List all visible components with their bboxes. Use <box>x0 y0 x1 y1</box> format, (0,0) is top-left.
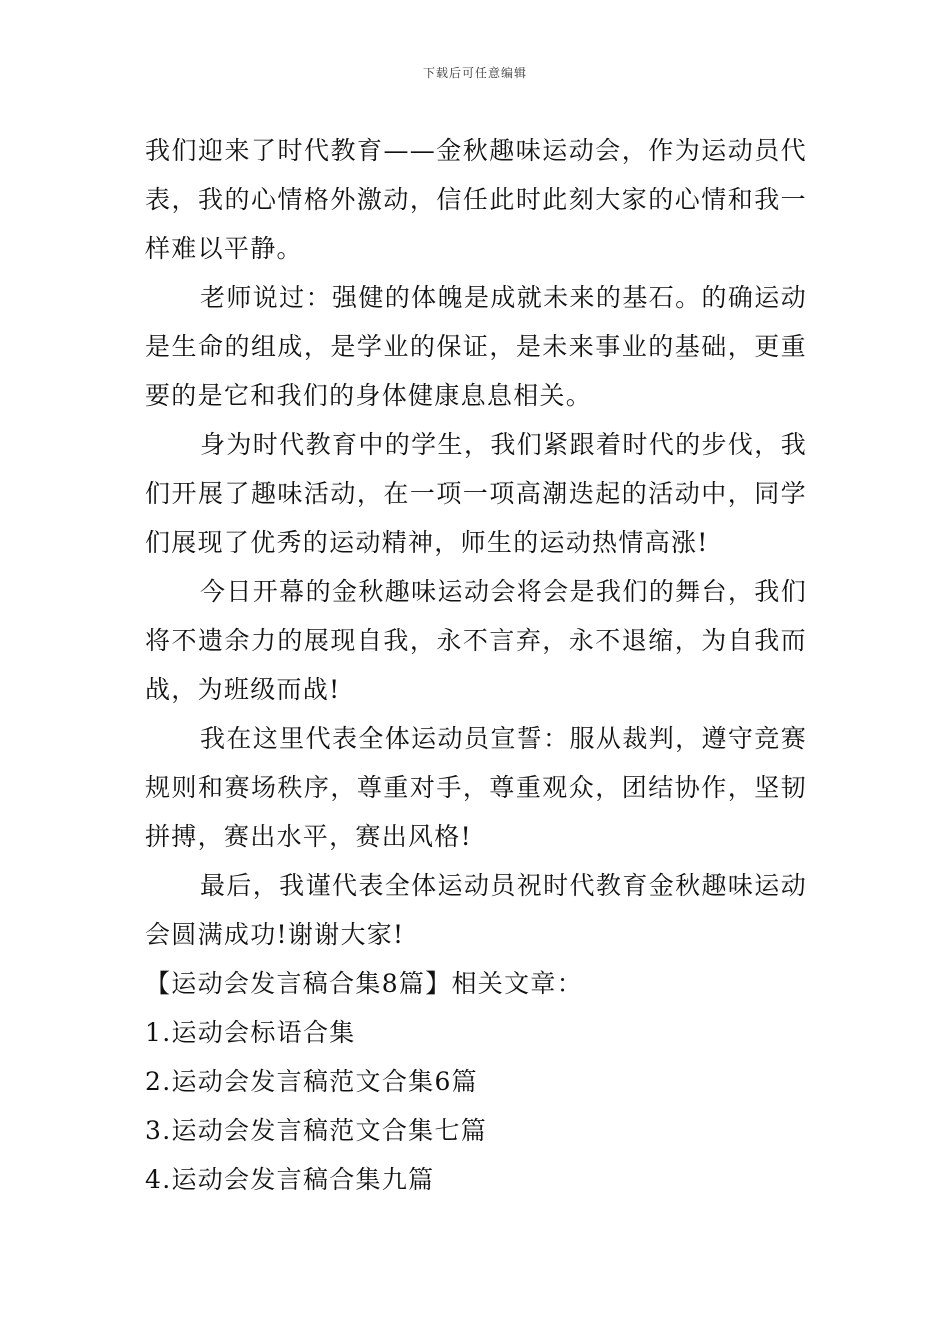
paragraph-4: 今日开幕的金秋趣味运动会将会是我们的舞台，我们将不遗余力的展现自我，永不言弃，永不退缩，为自我而战，为班级而战! <box>145 577 807 704</box>
related-article-link-4[interactable]: 4.运动会发言稿合集九篇 <box>145 1165 435 1194</box>
related-article-link-1[interactable]: 1.运动会标语合集 <box>145 1018 356 1047</box>
paragraph-3: 身为时代教育中的学生，我们紧跟着时代的步伐，我们开展了趣味活动，在一项一项高潮迭起的活动中，同学们展现了优秀的运动精神，师生的运动热情高涨! <box>145 430 807 557</box>
header-note: 下载后可任意编辑 <box>422 66 527 80</box>
paragraph-1: 我们迎来了时代教育——金秋趣味运动会，作为运动员代表，我的心情格外激动，信任此时此刻大家的心情和我一样难以平静。 <box>145 136 807 263</box>
paragraph-2: 老师说过：强健的体魄是成就未来的基石。的确运动是生命的组成，是学业的保证，是未来事业的基础，更重要的是它和我们的身体健康息息相关。 <box>145 283 807 410</box>
paragraph-6: 最后，我谨代表全体运动员祝时代教育金秋趣味运动会圆满成功!谢谢大家! <box>145 871 807 949</box>
related-article-link-2[interactable]: 2.运动会发言稿范文合集6篇 <box>145 1067 478 1096</box>
related-article-link-3[interactable]: 3.运动会发言稿范文合集七篇 <box>145 1116 488 1145</box>
document-body <box>145 126 807 1204</box>
paragraph-5: 我在这里代表全体运动员宣誓：服从裁判，遵守竞赛规则和赛场秩序，尊重对手，尊重观众，团结协作，坚韧拼搏，赛出水平，赛出风格! <box>145 724 807 851</box>
related-articles-heading: 【运动会发言稿合集8篇】相关文章： <box>145 969 584 998</box>
